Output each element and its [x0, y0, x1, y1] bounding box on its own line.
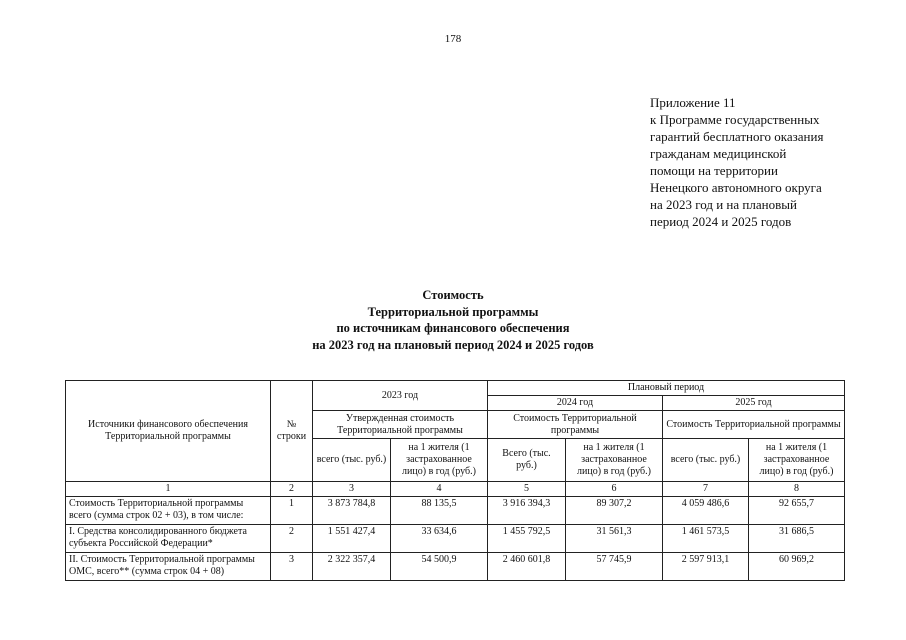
header-total-2024: Всего (тыс. руб.) [488, 439, 566, 482]
title-line: на 2023 год на плановый период 2024 и 2025 годов [312, 337, 594, 352]
title-line: Стоимость [422, 288, 484, 302]
title-line: по источникам финансового обеспечения [336, 321, 570, 335]
column-number: 1 [66, 482, 271, 497]
header-year-2023: 2023 год [313, 381, 488, 411]
appendix-line: Приложение 11 [650, 95, 736, 110]
table-row [66, 553, 845, 581]
cell-total-2025: 1 461 573,5 [663, 525, 749, 553]
title-line: Территориальной программы [367, 304, 539, 319]
header-per-resident-2025: на 1 жителя (1 застрахованное лицо) в год (руб.) [749, 439, 845, 482]
row-label: I. Средства консолидированного бюджета субъекта Российской Федерации* [66, 525, 271, 553]
header-row-no: № строки [271, 381, 313, 482]
column-number: 4 [391, 482, 488, 497]
column-number: 6 [566, 482, 663, 497]
cell-total-2023: 3 873 784,8 [313, 497, 391, 525]
column-number-row [66, 482, 845, 497]
column-number: 7 [663, 482, 749, 497]
appendix-line: гражданам медицинской [650, 146, 787, 161]
appendix-line: Ненецкого автономного округа [650, 180, 822, 195]
cell-per-resident-2025: 92 655,7 [749, 497, 845, 525]
header-cost-2025: Стоимость Территориальной программы [663, 411, 845, 439]
row-number: 1 [271, 497, 313, 525]
cell-total-2023: 2 322 357,4 [313, 553, 391, 581]
document-title [0, 287, 906, 353]
column-number: 5 [488, 482, 566, 497]
header-year-2024: 2024 год [488, 396, 663, 411]
cell-total-2023: 1 551 427,4 [313, 525, 391, 553]
cell-total-2024: 1 455 792,5 [488, 525, 566, 553]
header-per-resident-2023: на 1 жителя (1 застрахованное лицо) в год (руб.) [391, 439, 488, 482]
row-number: 3 [271, 553, 313, 581]
page-number: 178 [444, 33, 462, 45]
column-number: 3 [313, 482, 391, 497]
cell-per-resident-2023: 88 135,5 [391, 497, 488, 525]
row-label: Стоимость Территориальной программы всего (сумма строк 02 + 03), в том числе: [66, 497, 271, 525]
header-cost-2024: Стоимость Территориальной программы [488, 411, 663, 439]
cell-per-resident-2024: 89 307,2 [566, 497, 663, 525]
row-label: II. Стоимость Территориальной программы ОМС, всего** (сумма строк 04 + 08) [66, 553, 271, 581]
cell-per-resident-2024: 57 745,9 [566, 553, 663, 581]
header-total-2023: всего (тыс. руб.) [313, 439, 391, 482]
header-sources: Источники финансового обеспечения Территориальной программы [66, 381, 271, 482]
cell-total-2024: 2 460 601,8 [488, 553, 566, 581]
table-row [66, 497, 845, 525]
row-number: 2 [271, 525, 313, 553]
column-number: 8 [749, 482, 845, 497]
cell-total-2025: 4 059 486,6 [663, 497, 749, 525]
header-approved-cost: Утвержденная стоимость Территориальной программы [313, 411, 488, 439]
cell-total-2024: 3 916 394,3 [488, 497, 566, 525]
cell-per-resident-2024: 31 561,3 [566, 525, 663, 553]
appendix-line: период 2024 и 2025 годов [650, 214, 792, 229]
header-total-2025: всего (тыс. руб.) [663, 439, 749, 482]
cell-per-resident-2023: 33 634,6 [391, 525, 488, 553]
cell-per-resident-2025: 31 686,5 [749, 525, 845, 553]
header-year-2025: 2025 год [663, 396, 845, 411]
appendix-line: на 2023 год и на плановый [650, 197, 797, 212]
cell-per-resident-2025: 60 969,2 [749, 553, 845, 581]
appendix-line: гарантий бесплатного оказания [650, 129, 824, 144]
header-per-resident-2024: на 1 жителя (1 застрахованное лицо) в год (руб.) [566, 439, 663, 482]
appendix-line: к Программе государственных [650, 112, 820, 127]
header-planned-period: Плановый период [488, 381, 845, 396]
appendix-line: помощи на территории [650, 163, 778, 178]
table-row [66, 525, 845, 553]
appendix-note [650, 94, 890, 230]
cell-total-2025: 2 597 913,1 [663, 553, 749, 581]
financing-table [65, 380, 845, 581]
cell-per-resident-2023: 54 500,9 [391, 553, 488, 581]
column-number: 2 [271, 482, 313, 497]
